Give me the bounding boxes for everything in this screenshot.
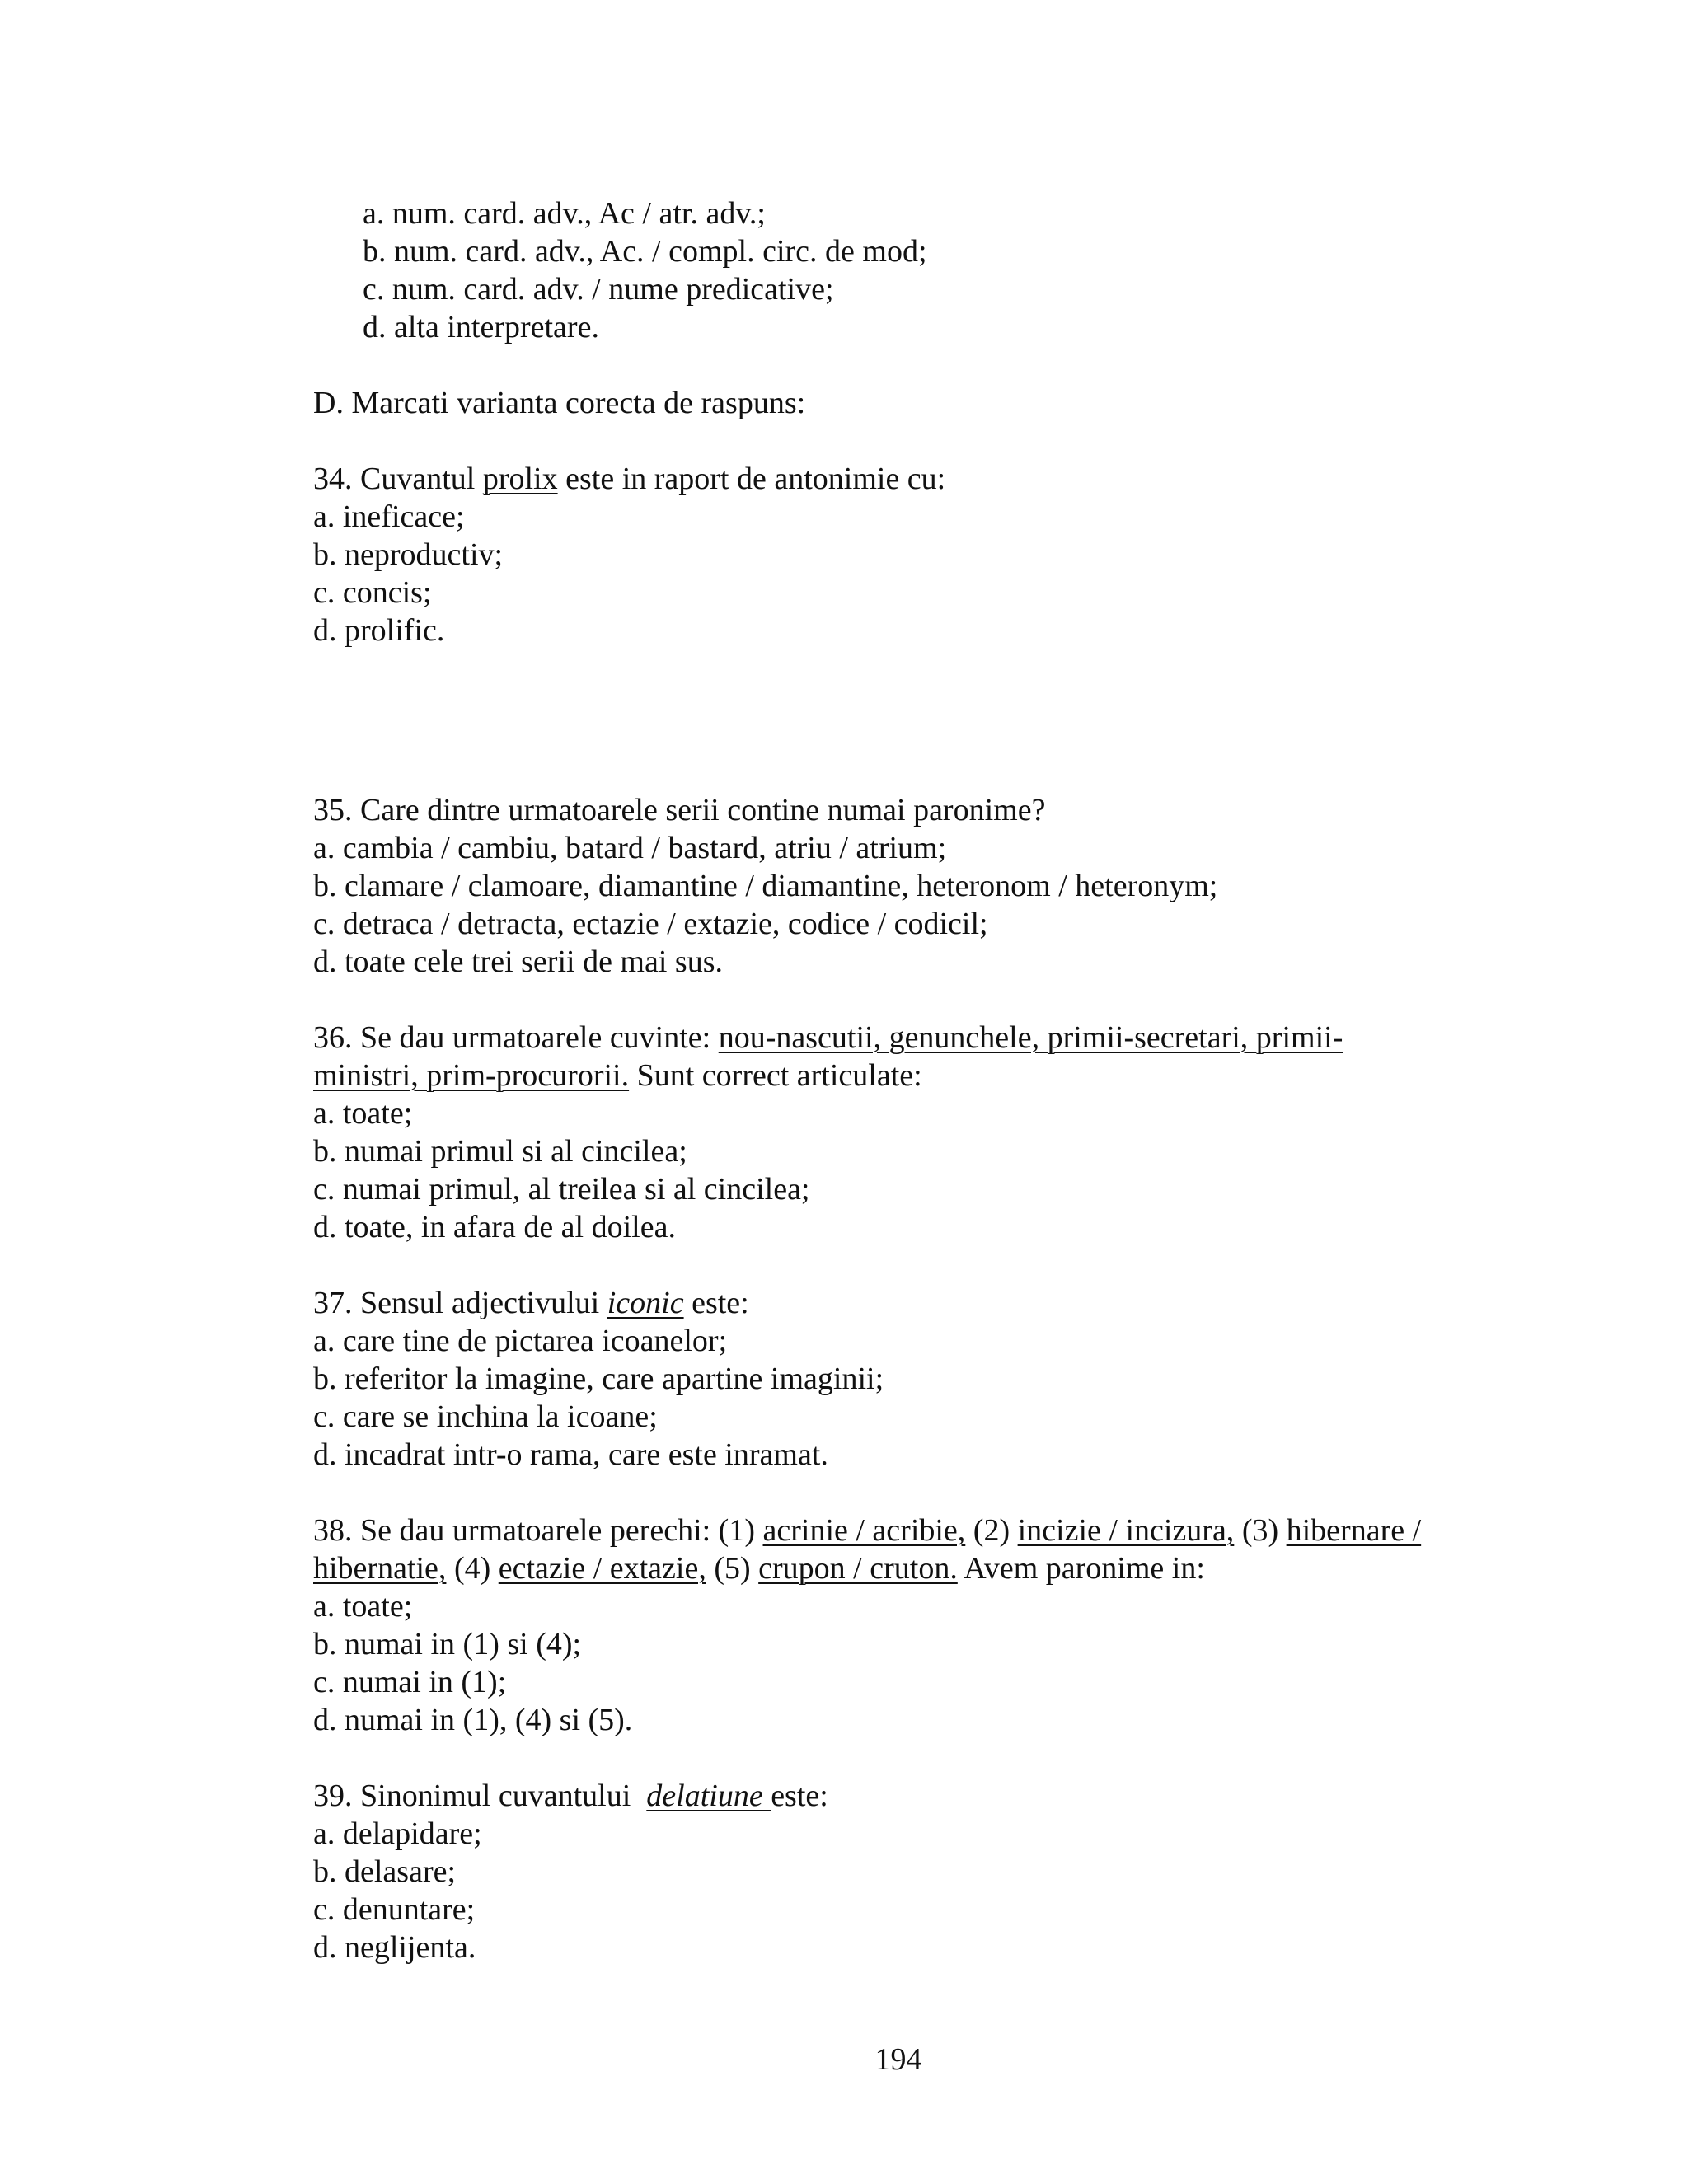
question-39 — [313, 1777, 1508, 1966]
q37-option-c: c. care se inchina la icoane; — [313, 1399, 658, 1434]
question-36-line-1 — [313, 1019, 1508, 1057]
q38-pair-2: incizie / incizura, — [1017, 1513, 1235, 1548]
section-d-heading — [313, 384, 1508, 422]
q38-pair-3b: hibernatie, — [313, 1551, 447, 1586]
q38-text-1: 38. Se dau urmatoarele perechi: (1) — [313, 1513, 763, 1548]
q35-option-c: c. detraca / detracta, ectazie / extazie, codice / codicil; — [313, 907, 988, 941]
q36-option-d: d. toate, in afara de al doilea. — [313, 1210, 676, 1244]
q36-underlined-2: ministri, prim-procurorii. — [313, 1058, 630, 1093]
q38-pair-3a: hibernare / — [1286, 1513, 1422, 1548]
option-c: c. num. card. adv. / nume predicative; — [363, 272, 834, 307]
q35-option-b: b. clamare / clamoare, diamantine / diamantine, heteronom / heteronym; — [313, 869, 1218, 903]
q37-option-b: b. referitor la imagine, care apartine imaginii; — [313, 1361, 884, 1396]
q38-option-c: c. numai in (1); — [313, 1665, 507, 1699]
q36-suffix: Sunt correct articulate: — [629, 1058, 922, 1093]
q38-pair-5: crupon / cruton. — [758, 1551, 958, 1586]
question-36-line-2 — [313, 1057, 1508, 1094]
question-37-text — [313, 1284, 1508, 1322]
question-35 — [313, 791, 1508, 981]
q37-option-a: a. care tine de pictarea icoanelor; — [313, 1324, 728, 1358]
q38-pair-4: ectazie / extazie, — [498, 1551, 706, 1586]
previous-question-options — [313, 194, 1508, 346]
q38-text-5: (5) — [706, 1551, 759, 1586]
q34-underlined-word: prolix — [482, 462, 558, 496]
q39-underlined-word: delatiune — [646, 1779, 771, 1813]
q34-option-b: b. neproductiv; — [313, 537, 504, 572]
option-d: d. alta interpretare. — [363, 310, 599, 344]
q38-pair-1: acrinie / acribie, — [762, 1513, 966, 1548]
q38-text-4: (4) — [446, 1551, 499, 1586]
option-b: b. num. card. adv., Ac. / compl. circ. de mod; — [363, 234, 927, 269]
question-34 — [313, 460, 1508, 649]
q36-prefix: 36. Se dau urmatoarele cuvinte: — [313, 1020, 719, 1055]
question-39-text — [313, 1777, 1508, 1815]
q39-prefix: 39. Sinonimul cuvantului — [313, 1779, 647, 1813]
q34-option-c: c. concis; — [313, 575, 432, 610]
question-38-line-1 — [313, 1511, 1508, 1549]
q39-option-b: b. delasare; — [313, 1854, 457, 1889]
q39-option-d: d. neglijenta. — [313, 1930, 476, 1965]
q37-prefix: 37. Sensul adjectivului — [313, 1286, 607, 1320]
q39-option-c: c. denuntare; — [313, 1892, 476, 1927]
question-36 — [313, 1019, 1508, 1246]
q34-option-d: d. prolific. — [313, 613, 445, 648]
q35-option-a: a. cambia / cambiu, batard / bastard, atriu / atrium; — [313, 831, 947, 865]
page-number: 194 — [874, 2042, 922, 2077]
q36-underlined-1: nou-nascutii, genunchele, primii-secretari, primii- — [718, 1020, 1343, 1055]
q35-option-d: d. toate cele trei serii de mai sus. — [313, 944, 723, 979]
q34-option-a: a. ineficace; — [313, 499, 465, 534]
q37-option-d: d. incadrat intr-o rama, care este inramat. — [313, 1437, 828, 1472]
q38-text-2: (2) — [965, 1513, 1018, 1548]
q38-option-a: a. toate; — [313, 1589, 413, 1624]
question-35-text: 35. Care dintre urmatoarele serii contine numai paronime? — [313, 793, 1046, 827]
q38-option-b: b. numai in (1) si (4); — [313, 1627, 582, 1661]
option-a: a. num. card. adv., Ac / atr. adv.; — [363, 196, 766, 231]
q38-option-d: d. numai in (1), (4) si (5). — [313, 1703, 633, 1737]
question-38-line-2 — [313, 1549, 1508, 1587]
section-d-text: D. Marcati varianta corecta de raspuns: — [313, 386, 806, 420]
q36-option-a: a. toate; — [313, 1096, 413, 1131]
q37-underlined-word: iconic — [607, 1286, 684, 1320]
question-34-text — [313, 460, 1508, 498]
q39-option-a: a. delapidare; — [313, 1816, 482, 1851]
q39-suffix: este: — [771, 1779, 828, 1813]
question-38 — [313, 1511, 1508, 1739]
q37-suffix: este: — [683, 1286, 749, 1320]
q36-option-c: c. numai primul, al treilea si al cincilea; — [313, 1172, 810, 1207]
q34-suffix: este in raport de antonimie cu: — [557, 462, 946, 496]
question-37 — [313, 1284, 1508, 1474]
q38-text-3: (3) — [1234, 1513, 1287, 1548]
q36-option-b: b. numai primul si al cincilea; — [313, 1134, 687, 1169]
q38-text-6: Avem paronime in: — [957, 1551, 1205, 1586]
q34-prefix: 34. Cuvantul — [313, 462, 483, 496]
